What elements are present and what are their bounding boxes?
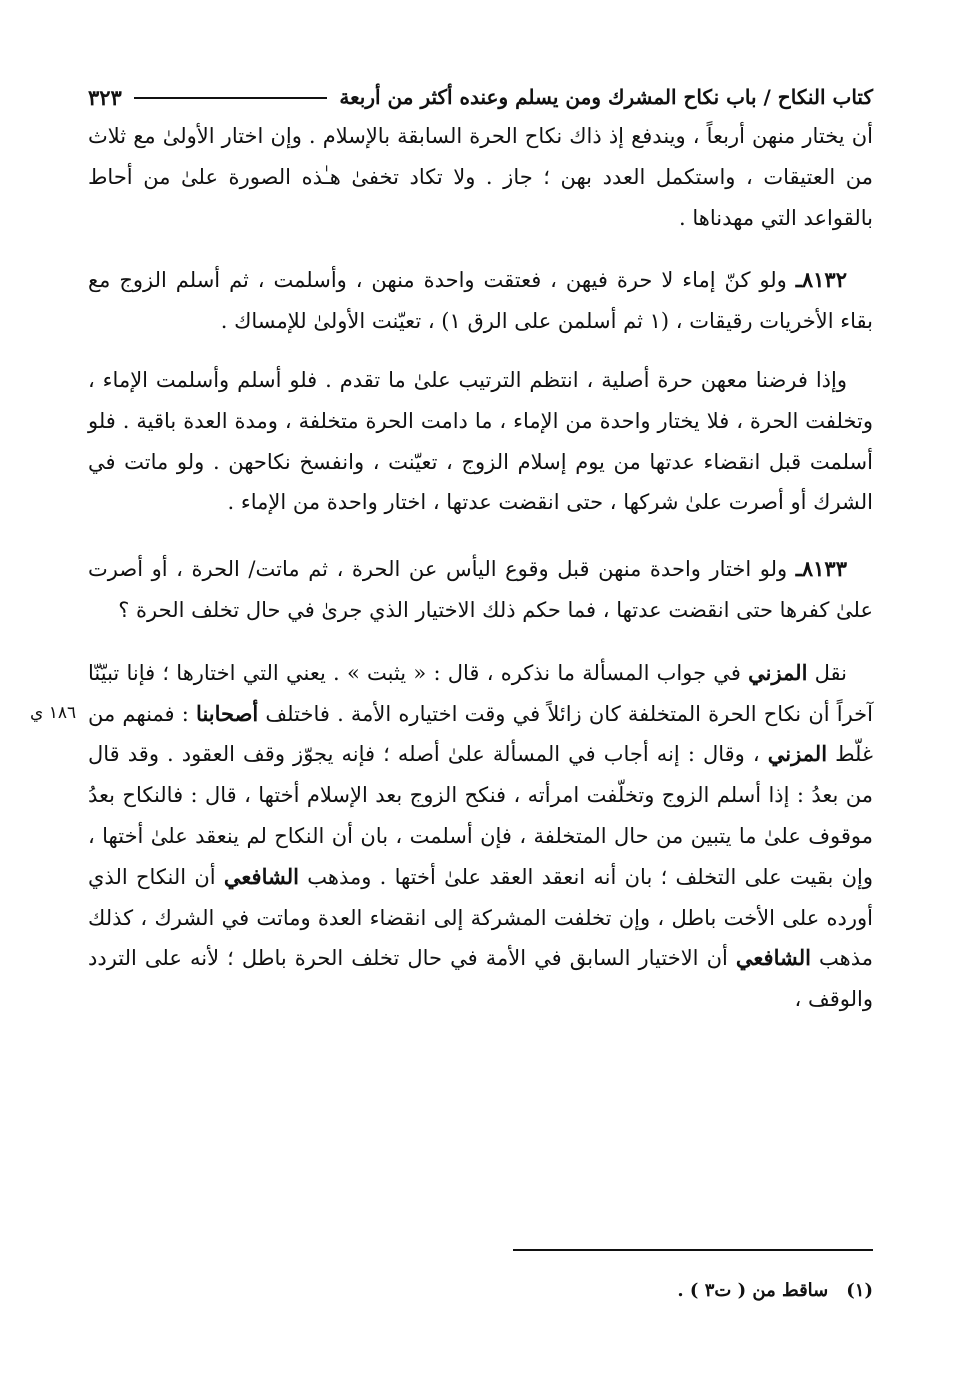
chapter-title: كتاب النكاح / باب نكاح المشرك ومن يسلم وعنده أكثر من أربعة (339, 85, 873, 109)
header-rule (134, 97, 328, 99)
section-number-8132: ٨١٣٢ـ (795, 267, 847, 293)
paragraph-5-text-b: في جواب المسألة ما نذكره ، قال : « يثبت » . يعني التي اختارها ؛ فإنا تبيّنّا آخراً أن نكاح الحرة المتخلفة كان زائلاً في وقت اختياره الأمة . فاختلف (88, 660, 873, 726)
paragraph-8132-text-a: ولو كنّ إماء لا حرة فيهن ، فعتقت واحدة منهن ، وأسلمت ، ثم أسلم الزوج مع بقاء الأخريات رقيقات ، (88, 268, 873, 334)
paragraph-5-text-e: أن النكاح الذي أورده على الأخت باطل ، وإن تخلفت المشركة إلى انقضاء العدة وماتت في الشرك ، كذلك مذهب (88, 864, 873, 971)
paragraph-8132 (88, 260, 873, 342)
paragraph-8132-text-b: ثم أسلمن على الرق (460, 309, 650, 334)
footnote-mark: (١) (846, 1280, 873, 1301)
name-shafii: الشافعي (223, 863, 299, 889)
paragraph-8133-text: ولو اختار واحدة منهن قبل وقوع اليأس عن الحرة ، ثم ماتت/ الحرة ، أو أصرت علىٰ كفرها حتى انقضت عدتها ، فما حكم ذلك الاختيار الذي جرىٰ في حال تخلف الحرة ؟ (88, 557, 873, 622)
footnote (677, 1280, 873, 1301)
paragraph-5 (88, 653, 873, 1020)
term-ashabuna: أصحابنا (196, 700, 259, 726)
paragraph-8133 (88, 549, 873, 631)
paragraph-3-text: وإذا فرضنا معهن حرة أصلية ، انتظم الترتيب علىٰ ما تقدم . فلو أسلم وأسلمت الإماء ، وتخلفت الحرة ، فلا يختار واحدة من الإماء ، ما دامت الحرة متخلفة ، ومدة العدة باقية . فلو أسلمت قبل انقضاء عدتها من يوم إسلام الزوج ، تعيّنت ، وانفسخ نكاحهن . ولو ماتت في الشرك أو أصرت علىٰ شركها ، حتى انقضت عدتها ، اختار واحدة من الإماء . (88, 367, 873, 515)
footnote-ref-open: (١ (649, 309, 670, 334)
section-number-8133: ٨١٣٣ـ (795, 556, 847, 582)
paragraph-1 (88, 116, 873, 238)
footnote-text: ساقط من ( ت٣ ) . (677, 1280, 829, 1301)
name-muzani-2: المزني (767, 741, 828, 767)
paragraph-3 (88, 360, 873, 523)
paragraph-5-text-d: ، وقال : إنه أجاب في المسألة علىٰ أصله ؛ فإنه يجوّز وقف العقود . وقد قال من بعدُ : إذا أسلم الزوج وتخلّفت امرأته ، فنكح الزوج بعد الإسلام أختها ، قال : فالنكاح بعدُ موقوف علىٰ ما يتبين من حال المتخلفة ، فإن أسلمت ، بان أن النكاح لم ينعقد علىٰ أختها ، وإن بقيت على التخلف ؛ بان أنه انعقد العقد علىٰ أختها . ومذهب (88, 742, 873, 889)
running-head (88, 78, 873, 116)
name-muzani: المزني (748, 659, 808, 685)
paragraph-5-text-f: أن الاختيار السابق في الأمة في حال تخلف الحرة باطل ؛ لأنه على التردد والوقف ، (88, 946, 873, 1012)
footnote-rule (513, 1249, 873, 1251)
body-text (88, 116, 873, 1020)
name-shafii-2: الشافعي (735, 945, 811, 971)
paragraph-5-text-a: نقل (807, 660, 848, 685)
paragraph-5-text-c: : فمنهم من غلّط (88, 701, 873, 767)
page-number: ٣٢٣ (88, 84, 122, 110)
manuscript-folio-note: ١٨٦ ي (30, 703, 77, 723)
paragraph-8132-text-c: ، تعيّنت الأولىٰ للإمساك . (220, 309, 442, 334)
footnote-ref-close: ١) (441, 309, 461, 334)
paragraph-1-text: أن يختار منهن أربعاً ، ويندفع إذ ذاك نكاح الحرة السابقة بالإسلام . وإن اختار الأولىٰ مع ثلاث من العتيقات ، واستكمل العدد بهن ؛ جاز . ولا تكاد تخفىٰ هـٰذه الصورة علىٰ من أحاط بالقواعد التي مهدناها . (88, 124, 873, 230)
